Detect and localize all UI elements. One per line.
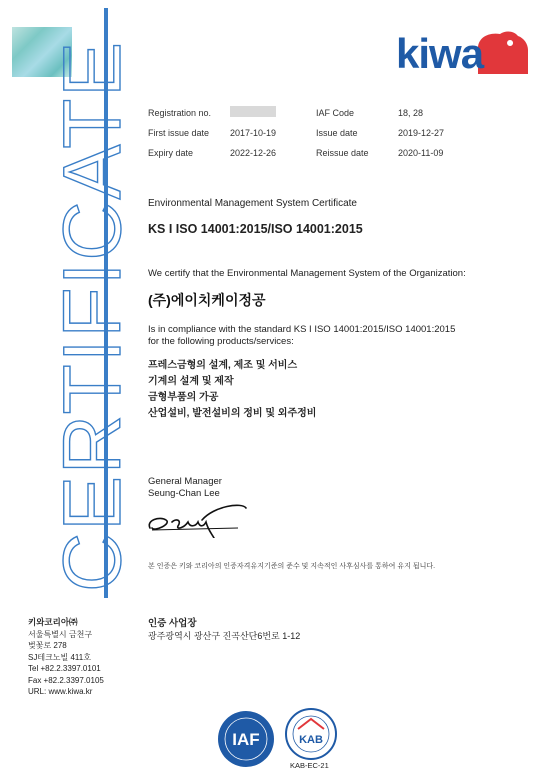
standard-title: KS I ISO 14001:2015/ISO 14001:2015 xyxy=(148,222,363,236)
certify-statement: We certify that the Environmental Management System of the Organization: xyxy=(148,268,466,279)
fax-line: Fax +82.2.3397.0105 xyxy=(28,675,104,685)
reissue-value: 2020-11-09 xyxy=(398,148,444,158)
company-name: 키와코리아㈜ xyxy=(28,617,78,627)
organization-name: (주)에이치케이정공 xyxy=(148,292,266,308)
expiry-value: 2022-12-26 xyxy=(230,148,277,158)
scope-item: 프레스금형의 설계, 제조 및 서비스 xyxy=(148,360,298,371)
address-line: 서울특별시 금천구 xyxy=(28,629,93,639)
site-label: 인증 사업장 xyxy=(148,618,197,629)
handwritten-signature xyxy=(142,498,252,538)
kiwa-logo-text: kiwa xyxy=(396,30,484,77)
signatory-block xyxy=(148,476,222,500)
address-line: SJ테크노빌 411호 xyxy=(28,652,91,662)
signatory-title: General Manager xyxy=(148,476,222,487)
redacted-block xyxy=(230,106,276,117)
reg-no-value xyxy=(230,106,276,126)
issue-label: Issue date xyxy=(316,128,358,138)
kiwa-logo xyxy=(392,28,532,78)
scope-item: 금형부품의 가공 xyxy=(148,392,219,403)
kab-badge-text: KAB xyxy=(299,734,323,746)
registration-values-left xyxy=(230,106,276,166)
company-address xyxy=(28,617,104,698)
site-address: 광주광역시 광산구 진곡산단6번로 1-12 xyxy=(148,631,301,641)
certificate-vertical-title: CERTIFICATE xyxy=(47,40,138,592)
url-line: URL: www.kiwa.kr xyxy=(28,687,93,696)
scope-item: 산업설비, 발전설비의 정비 및 외주정비 xyxy=(148,408,317,419)
expiry-label: Expiry date xyxy=(148,148,194,158)
reissue-label: Reissue date xyxy=(316,148,369,158)
first-issue-label: First issue date xyxy=(148,128,210,138)
iaf-code-value: 18, 28 xyxy=(398,108,424,118)
registration-values-right xyxy=(398,106,444,166)
scope-item: 기계의 설계 및 제작 xyxy=(148,376,234,387)
iaf-badge-text: IAF xyxy=(232,730,260,749)
kab-badge-icon xyxy=(280,707,342,761)
issue-value: 2019-12-27 xyxy=(398,128,445,138)
certificate-type: Environmental Management System Certificate xyxy=(148,198,357,209)
compliance-statement xyxy=(148,324,508,348)
iaf-code-label: IAF Code xyxy=(316,108,355,118)
scope-list xyxy=(148,358,316,422)
compliance-line-1: Is in compliance with the standard KS I ISO 14001:2015/ISO 14001:2015 xyxy=(148,324,456,335)
kab-code: KAB-EC-21 xyxy=(290,761,329,770)
reg-no-label: Registration no. xyxy=(148,108,212,118)
first-issue-value: 2017-10-19 xyxy=(230,128,277,138)
registration-labels-right xyxy=(316,106,369,166)
compliance-line-2: for the following products/services: xyxy=(148,336,294,347)
certification-note: 본 인증은 키와 코리아의 인증자격유지기준의 준수 및 지속적인 사후심사를 통하여 유지 됩니다. xyxy=(148,563,436,570)
phone-line: Tel +82.2.3397.0101 xyxy=(28,664,101,673)
iaf-badge-icon xyxy=(216,709,276,769)
address-line: 벚꽃로 278 xyxy=(28,641,67,650)
signatory-name: Seung-Chan Lee xyxy=(148,488,220,499)
certified-site xyxy=(148,617,300,643)
registration-labels-left xyxy=(148,106,211,166)
